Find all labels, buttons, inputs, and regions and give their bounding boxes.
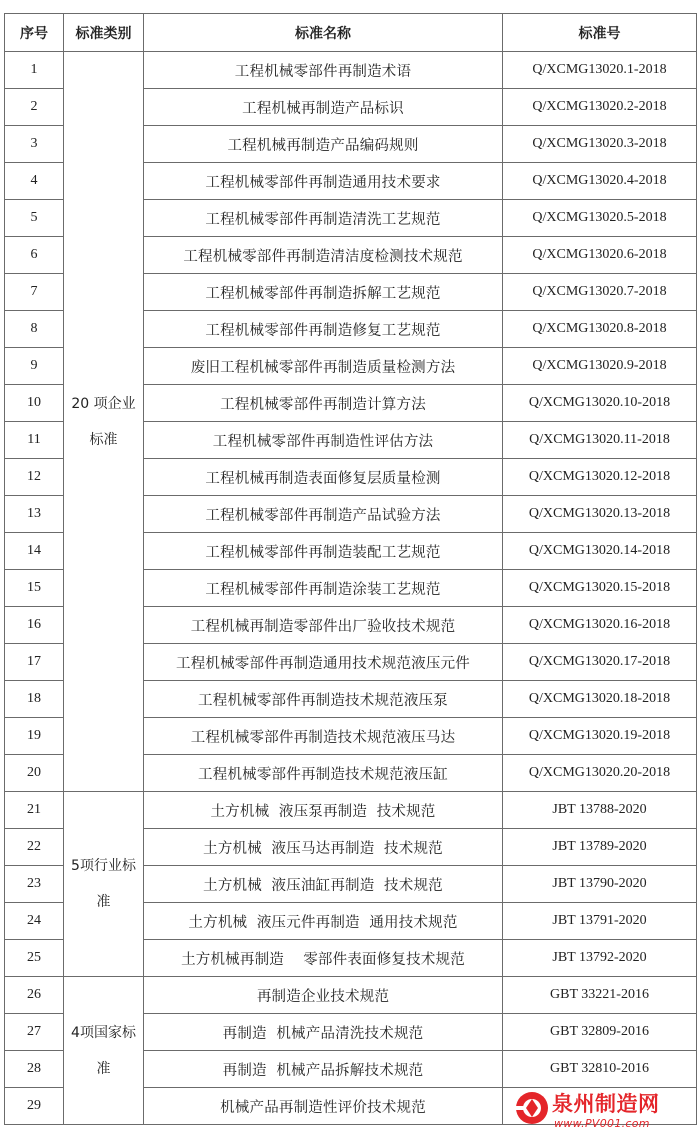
table-row (5, 977, 697, 1014)
row-seq: 22 (5, 829, 64, 866)
category-line: 标准 (89, 431, 118, 448)
row-standard-name: 废旧工程机械零部件再制造质量检测方法 (144, 348, 503, 385)
row-standard-name: 工程机械再制造产品标识 (144, 89, 503, 126)
category-label (64, 386, 143, 458)
row-standard-name: 工程机械零部件再制造涂装工艺规范 (144, 570, 503, 607)
row-standard-name: 土方机械 液压元件再制造 通用技术规范 (144, 903, 503, 940)
row-standard-code: JBT 13790-2020 (503, 866, 697, 903)
table-body (5, 52, 697, 1125)
row-seq: 10 (5, 385, 64, 422)
row-standard-name: 工程机械零部件再制造修复工艺规范 (144, 311, 503, 348)
watermark-brand: 泉州制造网 (552, 1092, 660, 1116)
row-standard-name: 工程机械再制造零部件出厂验收技术规范 (144, 607, 503, 644)
row-standard-code: Q/XCMG13020.3-2018 (503, 126, 697, 163)
row-standard-name: 工程机械零部件再制造清洁度检测技术规范 (144, 237, 503, 274)
row-standard-name: 再制造 机械产品拆解技术规范 (144, 1051, 503, 1088)
row-standard-code: Q/XCMG13020.18-2018 (503, 681, 697, 718)
row-standard-code: Q/XCMG13020.7-2018 (503, 274, 697, 311)
table-row (5, 52, 697, 89)
row-standard-name: 工程机械再制造表面修复层质量检测 (144, 459, 503, 496)
category-line: 20 项企业 (71, 395, 136, 412)
row-seq: 4 (5, 163, 64, 200)
row-seq: 2 (5, 89, 64, 126)
row-seq: 25 (5, 940, 64, 977)
row-standard-name: 土方机械再制造 零部件表面修复技术规范 (144, 940, 503, 977)
row-seq: 19 (5, 718, 64, 755)
row-standard-name: 土方机械 液压油缸再制造 技术规范 (144, 866, 503, 903)
watermark-url: www.PV001.com (554, 1117, 650, 1130)
row-standard-code: Q/XCMG13020.16-2018 (503, 607, 697, 644)
header-code: 标准号 (503, 14, 697, 52)
row-seq: 14 (5, 533, 64, 570)
row-standard-name: 工程机械零部件再制造技术规范液压缸 (144, 755, 503, 792)
row-standard-name: 工程机械零部件再制造装配工艺规范 (144, 533, 503, 570)
row-standard-code: GBT 32810-2016 (503, 1051, 697, 1088)
table-row (5, 792, 697, 829)
row-seq: 3 (5, 126, 64, 163)
row-standard-code: Q/XCMG13020.12-2018 (503, 459, 697, 496)
row-standard-name: 再制造 机械产品清洗技术规范 (144, 1014, 503, 1051)
row-standard-name: 工程机械零部件再制造通用技术要求 (144, 163, 503, 200)
row-standard-name: 工程机械零部件再制造通用技术规范液压元件 (144, 644, 503, 681)
row-standard-name: 工程机械零部件再制造清洗工艺规范 (144, 200, 503, 237)
category-line: 准 (96, 894, 111, 910)
row-standard-code: GBT 33221-2016 (503, 977, 697, 1014)
row-seq: 26 (5, 977, 64, 1014)
row-standard-code: Q/XCMG13020.17-2018 (503, 644, 697, 681)
row-standard-code: Q/XCMG13020.11-2018 (503, 422, 697, 459)
row-standard-code: Q/XCMG13020.13-2018 (503, 496, 697, 533)
row-category (64, 977, 144, 1125)
row-standard-name: 机械产品再制造性评价技术规范 (144, 1088, 503, 1125)
row-seq: 9 (5, 348, 64, 385)
row-seq: 18 (5, 681, 64, 718)
row-standard-code: Q/XCMG13020.6-2018 (503, 237, 697, 274)
row-seq: 6 (5, 237, 64, 274)
row-standard-code: GBT 32809-2016 (503, 1014, 697, 1051)
row-standard-code: Q/XCMG13020.1-2018 (503, 52, 697, 89)
category-label (64, 1015, 143, 1087)
header-seq: 序号 (5, 14, 64, 52)
row-standard-name: 工程机械零部件再制造产品试验方法 (144, 496, 503, 533)
row-standard-code: Q/XCMG13020.10-2018 (503, 385, 697, 422)
category-line: 5项行业标 (71, 858, 136, 874)
row-standard-name: 土方机械 液压马达再制造 技术规范 (144, 829, 503, 866)
row-seq: 20 (5, 755, 64, 792)
row-seq: 8 (5, 311, 64, 348)
row-standard-name: 工程机械零部件再制造技术规范液压泵 (144, 681, 503, 718)
row-seq: 24 (5, 903, 64, 940)
row-standard-code: Q/XCMG13020.14-2018 (503, 533, 697, 570)
row-standard-code: Q/XCMG13020.8-2018 (503, 311, 697, 348)
row-seq: 28 (5, 1051, 64, 1088)
row-standard-code: Q/XCMG13020.9-2018 (503, 348, 697, 385)
row-standard-code: JBT 13789-2020 (503, 829, 697, 866)
row-standard-code: JBT 13791-2020 (503, 903, 697, 940)
header-category: 标准类别 (64, 14, 144, 52)
row-seq: 27 (5, 1014, 64, 1051)
table-header-row (5, 14, 697, 52)
row-standard-code: Q/XCMG13020.5-2018 (503, 200, 697, 237)
row-category (64, 792, 144, 977)
row-seq: 11 (5, 422, 64, 459)
row-standard-code: Q/XCMG13020.2-2018 (503, 89, 697, 126)
row-seq: 15 (5, 570, 64, 607)
row-seq: 7 (5, 274, 64, 311)
row-standard-name: 工程机械零部件再制造技术规范液压马达 (144, 718, 503, 755)
row-seq: 21 (5, 792, 64, 829)
row-standard-name: 工程机械零部件再制造计算方法 (144, 385, 503, 422)
row-standard-code: JBT 13792-2020 (503, 940, 697, 977)
row-standard-name: 工程机械再制造产品编码规则 (144, 126, 503, 163)
row-category (64, 52, 144, 792)
watermark-logo-icon (514, 1090, 550, 1126)
row-standard-name: 土方机械 液压泵再制造 技术规范 (144, 792, 503, 829)
row-standard-name: 工程机械零部件再制造拆解工艺规范 (144, 274, 503, 311)
row-standard-name: 再制造企业技术规范 (144, 977, 503, 1014)
row-standard-code: Q/XCMG13020.15-2018 (503, 570, 697, 607)
row-seq: 16 (5, 607, 64, 644)
standards-table (4, 13, 697, 1125)
header-name: 标准名称 (144, 14, 503, 52)
row-seq: 23 (5, 866, 64, 903)
row-standard-code: Q/XCMG13020.19-2018 (503, 718, 697, 755)
row-standard-code: JBT 13788-2020 (503, 792, 697, 829)
row-standard-name: 工程机械零部件再制造术语 (144, 52, 503, 89)
site-watermark (514, 1088, 686, 1132)
row-seq: 12 (5, 459, 64, 496)
row-seq: 13 (5, 496, 64, 533)
row-standard-code: Q/XCMG13020.4-2018 (503, 163, 697, 200)
row-seq: 17 (5, 644, 64, 681)
category-line: 准 (96, 1060, 111, 1077)
row-standard-name: 工程机械零部件再制造性评估方法 (144, 422, 503, 459)
category-line: 4项国家标 (71, 1024, 136, 1041)
row-standard-code: Q/XCMG13020.20-2018 (503, 755, 697, 792)
row-seq: 5 (5, 200, 64, 237)
category-label (64, 848, 143, 920)
row-seq: 29 (5, 1088, 64, 1125)
row-seq: 1 (5, 52, 64, 89)
